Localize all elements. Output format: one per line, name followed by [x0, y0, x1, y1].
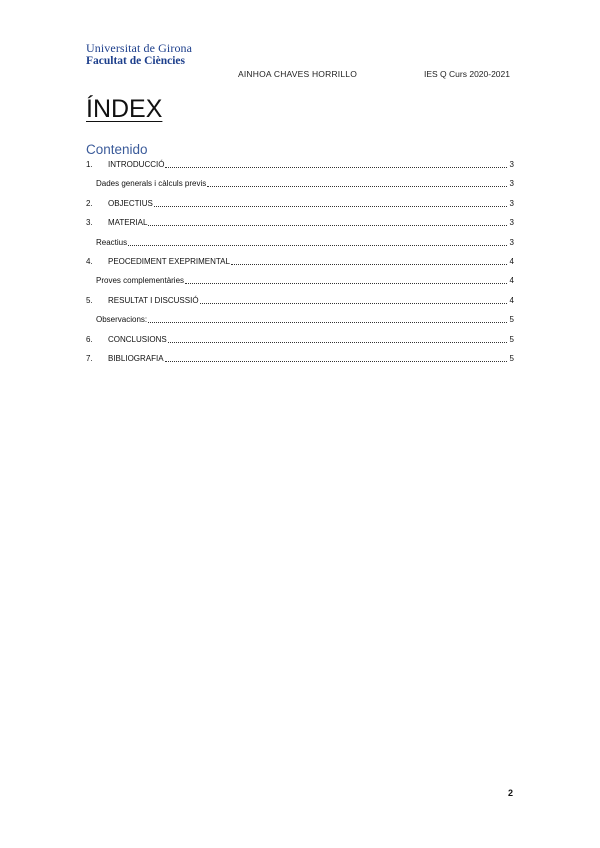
toc-entry-page: 4 — [509, 295, 514, 305]
toc-dot-leader — [165, 166, 507, 168]
toc-dot-leader — [200, 302, 507, 304]
toc-entry[interactable] — [86, 313, 514, 325]
toc-heading: Contenido — [86, 142, 148, 157]
toc-entry-page: 3 — [509, 179, 514, 189]
logo-faculty-name: Facultat de Ciències — [86, 55, 186, 67]
toc-dot-leader — [148, 224, 507, 226]
toc-entry-label: CONCLUSIONS — [108, 334, 167, 344]
toc-entry-label: INTRODUCCIÓ — [108, 160, 165, 169]
toc-entry-number: 2. — [86, 198, 93, 208]
toc-dot-leader — [148, 321, 507, 323]
toc-entry-number: 7. — [86, 354, 93, 363]
toc-entry-label: PEOCEDIMENT EXEPRIMENTAL — [108, 257, 230, 266]
toc-entry-page: 5 — [509, 334, 514, 344]
header-course: IES Q Curs 2020-2021 — [424, 69, 510, 79]
toc-entry[interactable] — [86, 352, 514, 364]
toc-entry-label: Reactius — [96, 237, 128, 247]
header-author: AINHOA CHAVES HORRILLO — [238, 69, 358, 79]
toc-entry[interactable] — [86, 216, 514, 228]
toc-dot-leader — [168, 341, 507, 343]
page-title: ÍNDEX — [86, 95, 163, 123]
toc-entry[interactable] — [86, 274, 514, 286]
toc-entry-number: 4. — [86, 257, 93, 266]
toc-entry-number: 3. — [86, 218, 93, 228]
toc-entry-page: 3 — [509, 237, 514, 247]
toc-entry-label: MATERIAL — [108, 218, 148, 228]
toc-dot-leader — [185, 282, 507, 284]
toc-entry-page: 5 — [509, 315, 514, 325]
toc-entry[interactable] — [86, 177, 514, 189]
toc-entry-label: RESULTAT I DISCUSSIÓ — [108, 295, 199, 305]
toc-entry-number: 5. — [86, 295, 93, 305]
toc-dot-leader — [207, 185, 507, 187]
toc-entry-label: OBJECTIUS — [108, 198, 153, 208]
toc-entry-page: 3 — [509, 198, 514, 208]
toc-entry[interactable] — [86, 197, 514, 209]
toc-entry-number: 6. — [86, 334, 93, 344]
toc-dot-leader — [154, 205, 507, 207]
toc-entry[interactable] — [86, 294, 514, 306]
toc-entry-label: Dades generals i càlculs previs — [96, 179, 207, 189]
toc-entry[interactable] — [86, 236, 514, 248]
toc-dot-leader — [165, 360, 507, 362]
toc-entry[interactable] — [86, 255, 514, 267]
university-logo — [86, 42, 192, 68]
toc-entry-number: 1. — [86, 160, 93, 169]
toc-entry-page: 3 — [509, 218, 514, 228]
toc-entry[interactable] — [86, 333, 514, 345]
toc-dot-leader — [231, 263, 507, 265]
page-number: 2 — [508, 788, 514, 798]
toc-entry-page: 4 — [509, 257, 514, 266]
toc-entry[interactable] — [86, 158, 514, 170]
toc-entry-page: 5 — [509, 354, 514, 363]
toc-entry-page: 4 — [509, 276, 514, 286]
toc-entry-page: 3 — [509, 160, 514, 169]
logo-university-name: Universitat de Girona — [86, 41, 193, 55]
toc-dot-leader — [128, 244, 507, 246]
toc-entry-label: BIBLIOGRAFIA — [108, 354, 164, 363]
toc-entry-label: Proves complementàries — [96, 276, 185, 286]
toc-entry-label: Observacions: — [96, 315, 148, 325]
